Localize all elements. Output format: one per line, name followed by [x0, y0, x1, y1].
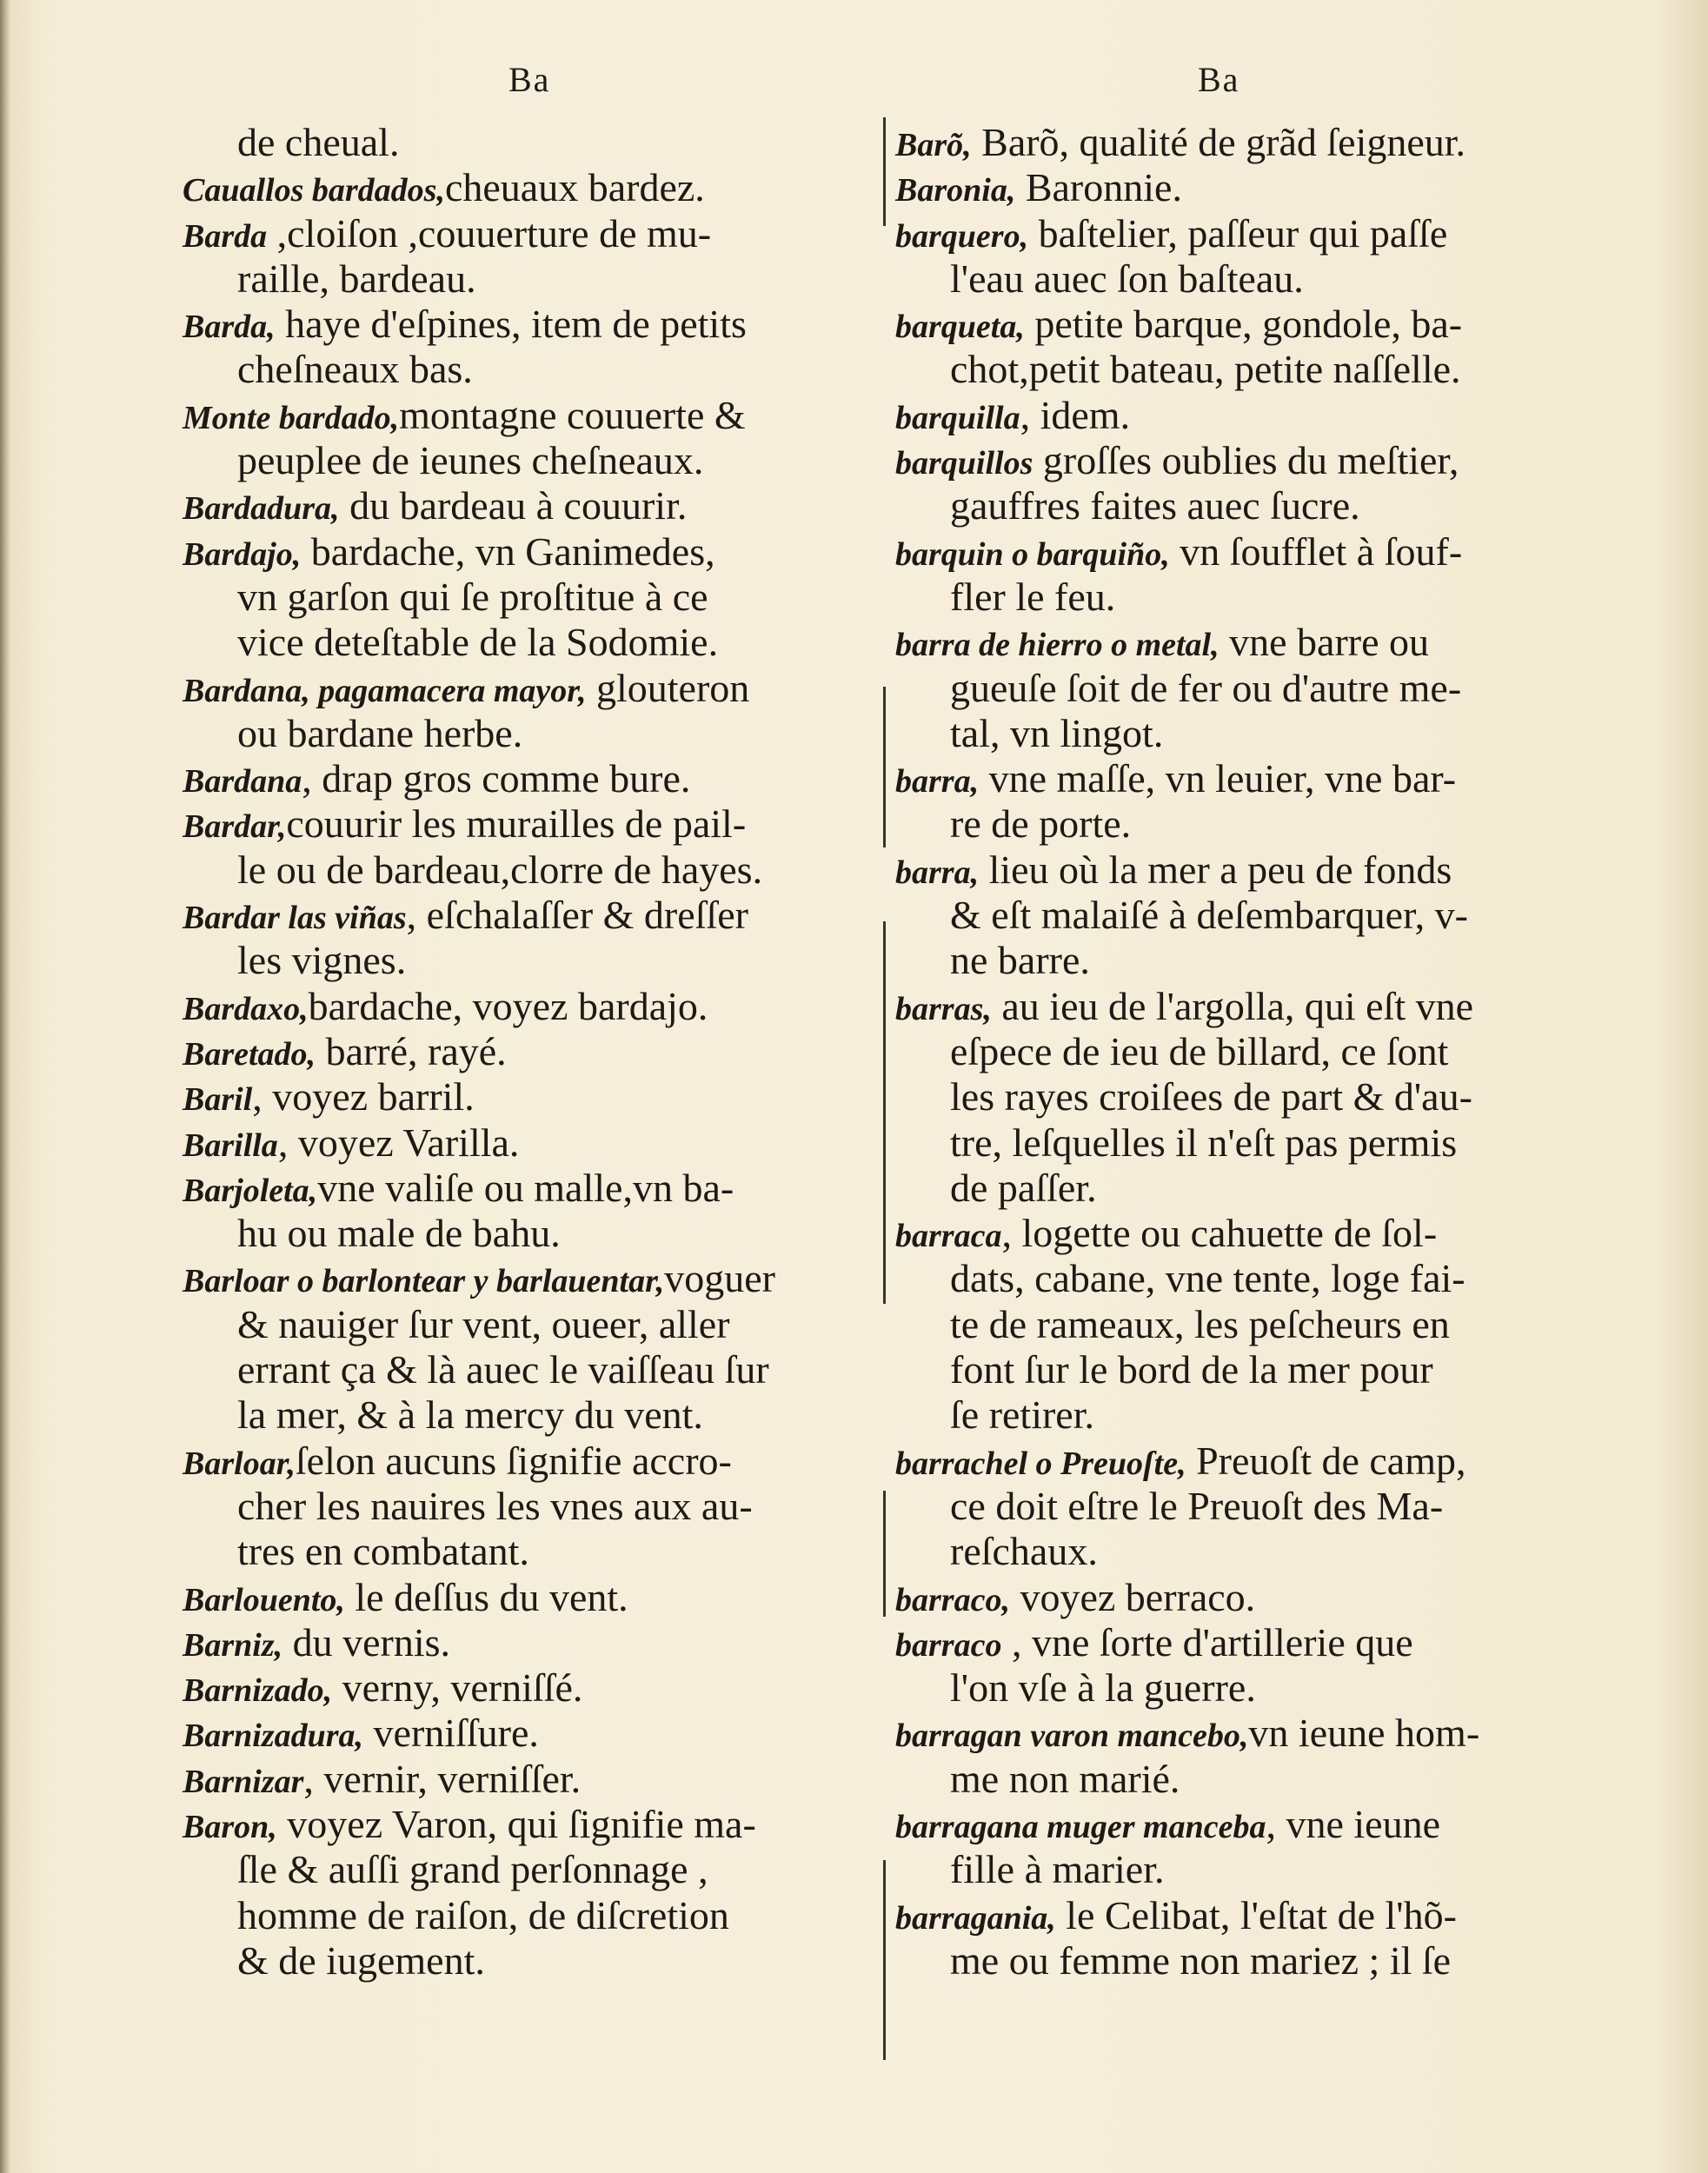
headword: Monte bardado,: [183, 399, 400, 436]
dictionary-line: [895, 893, 1591, 938]
headword: Barnizado,: [183, 1672, 333, 1710]
definition-text: cheſneaux bas.: [237, 347, 473, 392]
definition-text: lieu où la mer a peu de fonds: [979, 847, 1452, 892]
definition-text: Baronnie.: [1015, 165, 1182, 210]
headword: barra de hierro o metal,: [895, 627, 1220, 664]
headword: Barnizadura,: [183, 1718, 364, 1755]
headword: Barnizar: [183, 1763, 304, 1800]
definition-text: ,cloiſon ,couuerture de mu-: [267, 210, 712, 256]
dictionary-line: [895, 438, 1591, 483]
dictionary-line: [895, 666, 1591, 711]
dictionary-line: [895, 1392, 1591, 1438]
dictionary-line: [895, 1484, 1591, 1529]
headword: Baronia,: [895, 172, 1016, 209]
dictionary-line: [895, 756, 1591, 801]
definition-text: les rayes croiſees de part & d'au-: [950, 1074, 1472, 1120]
dictionary-line: [183, 938, 869, 983]
dictionary-line: [895, 1529, 1591, 1574]
dictionary-line: [895, 1166, 1591, 1211]
dictionary-line: [895, 1029, 1591, 1074]
definition-text: du bardeau à couurir.: [339, 483, 688, 528]
dictionary-line: [183, 211, 869, 256]
definition-text: couurir les murailles de pail-: [286, 801, 747, 847]
dictionary-line: [895, 1665, 1591, 1711]
dictionary-line: [183, 984, 869, 1029]
dictionary-line: [895, 302, 1591, 347]
headword: barragan varon mancebo,: [895, 1718, 1249, 1755]
headword: Barniz,: [183, 1626, 283, 1664]
definition-text: ſle & auſſi grand perſonnage ,: [237, 1847, 708, 1892]
definition-text: hu ou male de bahu.: [237, 1211, 561, 1256]
headword: Bardana: [183, 763, 302, 801]
dictionary-line: [895, 1074, 1591, 1120]
dictionary-line: [183, 893, 869, 938]
headword: barragana muger manceba: [895, 1808, 1266, 1845]
definition-text: les vignes.: [237, 938, 407, 983]
dictionary-line: [183, 438, 869, 483]
dictionary-line: [183, 1347, 869, 1392]
running-head-left: Ba: [508, 60, 551, 99]
dictionary-line: [895, 1347, 1591, 1392]
headword: Baril: [183, 1081, 253, 1119]
definition-text: petite barque, gondole, ba-: [1024, 302, 1463, 347]
definition-text: tre, leſquelles il n'eſt pas permis: [950, 1120, 1458, 1165]
definition-text: verny, verniſſé.: [332, 1665, 583, 1711]
definition-text: gauffres faites auec ſucre.: [950, 483, 1360, 528]
headword: barquin o barquiño,: [895, 535, 1170, 573]
definition-text: Preuoſt de camp,: [1186, 1438, 1466, 1483]
definition-text: de paſſer.: [950, 1165, 1097, 1210]
definition-text: peuplee de ieunes cheſneaux.: [237, 438, 704, 483]
dictionary-line: [895, 1757, 1591, 1802]
definition-text: & eſt malaiſé à deſembarquer, v-: [950, 893, 1468, 938]
definition-text: fille à marier.: [950, 1847, 1165, 1892]
definition-text: la mer, & à la mercy du vent.: [237, 1392, 703, 1438]
dictionary-line: [183, 1802, 869, 1847]
dictionary-line: [895, 938, 1591, 983]
running-head-right: Ba: [1198, 60, 1240, 99]
headword: Barilla: [183, 1126, 278, 1164]
dictionary-line: [895, 984, 1591, 1029]
right-column: [895, 120, 1591, 1984]
headword: Barda,: [183, 309, 276, 346]
column-rule: [883, 117, 886, 226]
definition-text: barré, rayé.: [316, 1028, 507, 1073]
headword: Bardana, pagamacera mayor,: [183, 672, 587, 709]
dictionary-line: [183, 1302, 869, 1347]
headword: barraco: [895, 1626, 1002, 1664]
dictionary-line: [895, 529, 1591, 575]
definition-text: & nauiger ſur vent, oueer, aller: [237, 1301, 730, 1346]
definition-text: voguer: [664, 1256, 776, 1301]
definition-text: vne barre ou: [1219, 620, 1430, 665]
dictionary-line: [895, 620, 1591, 665]
definition-text: vne valiſe ou malle,vn ba-: [317, 1165, 734, 1210]
dictionary-line: [183, 847, 869, 893]
definition-text: vn garſon qui ſe proſtitue à ce: [237, 574, 708, 619]
headword: Barjoleta,: [183, 1172, 318, 1209]
dictionary-line: [183, 1620, 869, 1665]
dictionary-line: [183, 801, 869, 847]
dictionary-line: [895, 801, 1591, 847]
definition-text: voyez berraco.: [1009, 1574, 1256, 1619]
definition-text: tal, vn lingot.: [950, 710, 1164, 755]
dictionary-line: [895, 1847, 1591, 1892]
dictionary-line: [895, 1620, 1591, 1665]
definition-text: du vernis.: [282, 1619, 451, 1665]
dictionary-line: [183, 1529, 869, 1574]
headword: barra,: [895, 854, 980, 891]
definition-text: , vernir, verniſſer.: [303, 1756, 582, 1801]
definition-text: , logette ou cahuette de ſol-: [1001, 1211, 1438, 1256]
dictionary-line: [895, 1302, 1591, 1347]
dictionary-line: [895, 393, 1591, 438]
dictionary-line: [895, 575, 1591, 620]
definition-text: me ou femme non mariez ; il ſe: [950, 1937, 1452, 1983]
headword: Bardar las viñas: [183, 900, 407, 937]
dictionary-line: [183, 529, 869, 575]
headword: Barda: [183, 217, 268, 255]
definition-text: baſtelier, paſſeur qui paſſe: [1028, 210, 1448, 256]
definition-text: l'on vſe à la guerre.: [950, 1665, 1256, 1711]
definition-text: dats, cabane, vne tente, loge fai-: [950, 1256, 1465, 1301]
dictionary-line: [895, 165, 1591, 210]
definition-text: ſelon aucuns ſignifie accro-: [295, 1438, 732, 1483]
dictionary-line: [183, 165, 869, 210]
headword: barragania,: [895, 1899, 1056, 1937]
dictionary-line: [895, 1439, 1591, 1484]
dictionary-line: [183, 1575, 869, 1620]
definition-text: vice deteſtable de la Sodomie.: [237, 620, 719, 665]
dictionary-line: [183, 1439, 869, 1484]
definition-text: font ſur le bord de la mer pour: [950, 1347, 1433, 1392]
dictionary-line: [183, 1211, 869, 1256]
definition-text: homme de raiſon, de diſcretion: [237, 1892, 729, 1937]
dictionary-line: [895, 847, 1591, 893]
dictionary-line: [895, 1120, 1591, 1166]
dictionary-line: [183, 1166, 869, 1211]
definition-text: , voyez barril.: [252, 1074, 475, 1120]
column-rule: [883, 1491, 886, 1617]
definition-text: chot,petit bateau, petite naſſelle.: [950, 347, 1461, 392]
dictionary-line: [895, 483, 1591, 528]
dictionary-line: [183, 1893, 869, 1938]
headword: Baron,: [183, 1808, 277, 1845]
dictionary-line: [895, 1211, 1591, 1256]
dictionary-line: [183, 347, 869, 392]
definition-text: te de rameaux, les peſcheurs en: [950, 1301, 1450, 1346]
definition-text: verniſſure.: [363, 1711, 539, 1756]
headword: Bardar,: [183, 808, 287, 846]
definition-text: haye d'eſpines, item de petits: [275, 302, 747, 347]
dictionary-line: [895, 256, 1591, 302]
definition-text: re de porte.: [950, 801, 1132, 847]
definition-text: Barõ, qualité de grãd ſeigneur.: [971, 120, 1466, 164]
definition-text: bardache, voyez bardajo.: [308, 983, 708, 1028]
dictionary-line: [183, 1484, 869, 1529]
dictionary-line: [183, 1757, 869, 1802]
dictionary-line: [183, 256, 869, 302]
headword: Bardajo,: [183, 535, 302, 573]
definition-text: gueuſe ſoit de fer ou d'autre me-: [950, 665, 1462, 710]
headword: barquilla: [895, 399, 1020, 436]
headword: Bardadura,: [183, 490, 340, 528]
headword: Barloar o barlontear y barlauentar,: [183, 1263, 665, 1300]
dictionary-line: [183, 120, 869, 165]
definition-text: tres en combatant.: [237, 1529, 529, 1574]
headword: barraca: [895, 1218, 1002, 1255]
definition-text: au ieu de l'argolla, qui eſt vne: [991, 983, 1474, 1028]
dictionary-line: [183, 1256, 869, 1301]
dictionary-line: [183, 1711, 869, 1756]
definition-text: ne barre.: [950, 938, 1090, 983]
definition-text: , drap gros comme bure.: [302, 756, 691, 801]
headword: Bardaxo,: [183, 990, 309, 1027]
headword: Barloar,: [183, 1445, 296, 1482]
page-gutter-shadow: [0, 0, 10, 2173]
definition-text: cher les nauires les vnes aux au-: [237, 1483, 753, 1528]
dictionary-line: [895, 211, 1591, 256]
dictionary-line: [183, 756, 869, 801]
dictionary-line: [895, 1256, 1591, 1301]
left-column: [183, 120, 869, 1984]
headword: Barõ,: [895, 127, 972, 163]
definition-text: cheuaux bardez.: [444, 165, 705, 210]
definition-text: vn ſoufflet à ſouf-: [1169, 528, 1463, 574]
headword: barras,: [895, 990, 992, 1027]
definition-text: le ou de bardeau,clorre de hayes.: [237, 847, 763, 892]
dictionary-line: [183, 1938, 869, 1984]
definition-text: le deſſus du vent.: [344, 1574, 628, 1619]
headword: Barlouento,: [183, 1581, 345, 1618]
definition-text: , idem.: [1020, 392, 1131, 437]
headword: barra,: [895, 763, 980, 801]
dictionary-line: [183, 483, 869, 528]
definition-text: reſchaux.: [950, 1529, 1098, 1574]
definition-text: voyez Varon, qui ſignifie ma-: [276, 1801, 756, 1846]
definition-text: ce doit eſtre le Preuoſt des Ma-: [950, 1483, 1444, 1528]
dictionary-line: [183, 1392, 869, 1438]
dictionary-line: [183, 620, 869, 665]
headword: barraco,: [895, 1581, 1010, 1618]
dictionary-line: [183, 711, 869, 756]
definition-text: bardache, vn Ganimedes,: [301, 528, 715, 574]
dictionary-line: [895, 1893, 1591, 1938]
dictionary-line: [895, 120, 1591, 165]
definition-text: l'eau auec ſon baſteau.: [950, 256, 1304, 301]
dictionary-line: [895, 1938, 1591, 1984]
dictionary-line: [183, 1120, 869, 1166]
definition-text: , vne ſorte d'artillerie que: [1001, 1619, 1413, 1665]
definition-text: me non marié.: [950, 1756, 1180, 1801]
dictionary-line: [183, 1074, 869, 1120]
definition-text: , eſchalaſſer & dreſſer: [406, 893, 748, 938]
column-rule: [883, 687, 886, 847]
dictionary-line: [183, 302, 869, 347]
definition-text: , vne ieune: [1266, 1801, 1441, 1846]
dictionary-line: [183, 1665, 869, 1711]
definition-text: & de iugement.: [237, 1937, 485, 1983]
column-rule: [883, 1860, 886, 2060]
dictionary-line: [183, 575, 869, 620]
definition-text: vne maſſe, vn leuier, vne bar-: [979, 756, 1457, 801]
definition-text: groſſes oublies du meſtier,: [1033, 438, 1459, 483]
definition-text: montagne couuerte &: [399, 392, 746, 437]
headword: Cauallos bardados,: [183, 172, 445, 209]
definition-text: eſpece de ieu de billard, ce ſont: [950, 1028, 1449, 1073]
definition-text: errant ça & là auec le vaiſſeau ſur: [237, 1347, 769, 1392]
headword: Baretado,: [183, 1035, 316, 1073]
definition-text: fler le feu.: [950, 574, 1116, 619]
dictionary-line: [183, 1029, 869, 1074]
dictionary-line: [895, 347, 1591, 392]
dictionary-line: [895, 1575, 1591, 1620]
definition-text: ſe retirer.: [950, 1392, 1095, 1438]
dictionary-line: [895, 711, 1591, 756]
headword: barquillos: [895, 445, 1033, 482]
dictionary-line: [183, 666, 869, 711]
dictionary-line: [895, 1802, 1591, 1847]
definition-text: , voyez Varilla.: [277, 1120, 520, 1165]
definition-text: glouteron: [586, 665, 750, 710]
definition-text: raille, bardeau.: [237, 256, 476, 301]
dictionary-line: [183, 393, 869, 438]
headword: barqueta,: [895, 309, 1025, 346]
dictionary-line: [183, 1847, 869, 1892]
dictionary-line: [895, 1711, 1591, 1756]
definition-text: vn ieune hom-: [1248, 1711, 1480, 1756]
headword: barrachel o Preuoſte,: [895, 1445, 1186, 1482]
headword: barquero,: [895, 217, 1029, 255]
definition-text: de cheual.: [237, 120, 400, 164]
definition-text: ou bardane herbe.: [237, 710, 523, 755]
definition-text: le Celibat, l'eſtat de l'hõ-: [1055, 1892, 1457, 1937]
column-rule: [883, 921, 886, 1304]
